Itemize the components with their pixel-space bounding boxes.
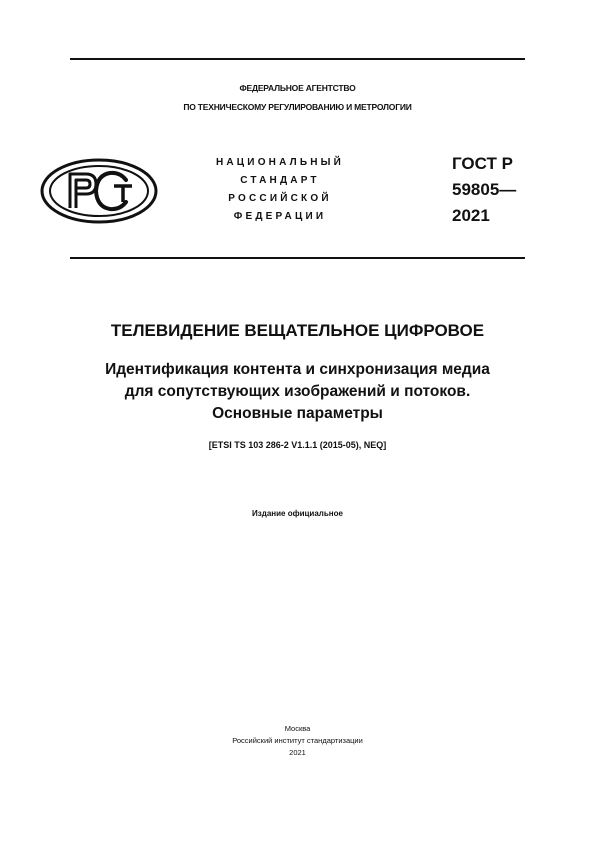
footer-year: 2021: [289, 748, 306, 757]
national-standard-line-2: СТАНДАРТ: [240, 175, 320, 186]
pct-certification-logo-icon: [40, 158, 158, 224]
agency-line-1: ФЕДЕРАЛЬНОЕ АГЕНТСТВО: [239, 83, 356, 93]
designation-year: 2021: [452, 206, 490, 225]
footer-publisher: Российский институт стандартизации: [232, 736, 363, 745]
designation-prefix: ГОСТ Р: [452, 154, 513, 173]
main-title: ТЕЛЕВИДЕНИЕ ВЕЩАТЕЛЬНОЕ ЦИФРОВОЕ: [110, 321, 485, 340]
national-standard-line-3: РОССИЙСКОЙ: [228, 193, 332, 204]
national-standard-line-1: НАЦИОНАЛЬНЫЙ: [215, 157, 345, 168]
subtitle-line-1: Идентификация контента и синхронизация медиа: [105, 361, 490, 378]
subtitle-line-3: Основные параметры: [212, 405, 383, 422]
footer-city: Москва: [284, 724, 311, 733]
agency-line-2: ПО ТЕХНИЧЕСКОМУ РЕГУЛИРОВАНИЮ И МЕТРОЛОГИИ: [183, 102, 412, 112]
edition-note: Издание официальное: [252, 509, 343, 518]
designation-number: 59805—: [452, 180, 517, 199]
national-standard-line-4: ФЕДЕРАЦИИ: [233, 211, 327, 222]
standard-reference: [ETSI TS 103 286-2 V1.1.1 (2015-05), NEQ]: [208, 440, 387, 450]
bottom-divider: [70, 257, 525, 259]
top-divider: [70, 58, 525, 60]
subtitle-line-2: для сопутствующих изображений и потоков.: [124, 383, 471, 400]
